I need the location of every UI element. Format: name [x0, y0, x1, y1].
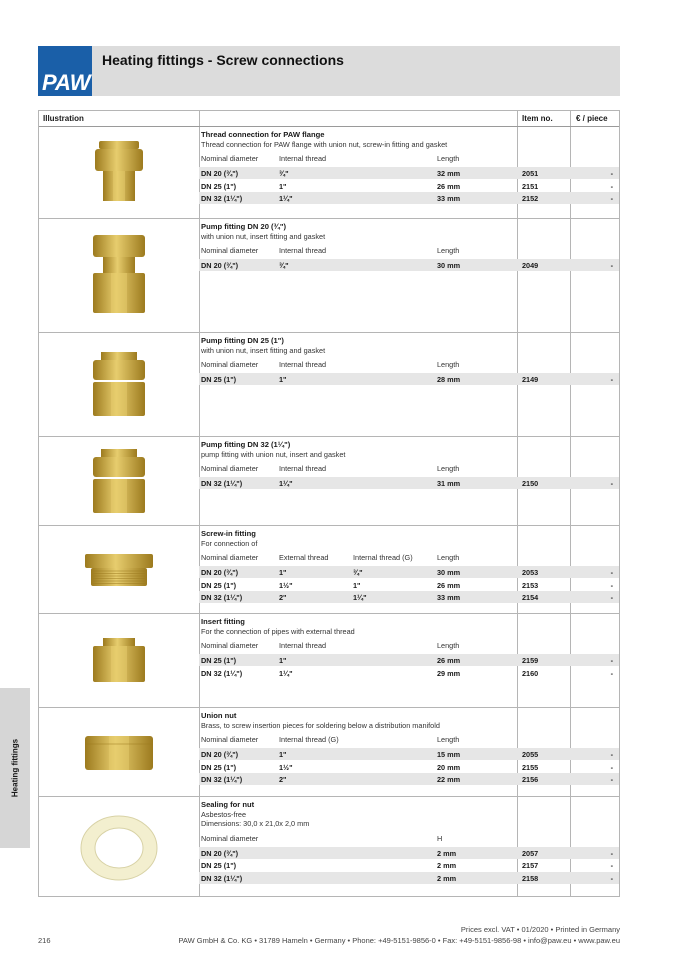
section-title: Pump fitting DN 32 (1¼"): [201, 440, 291, 449]
cell-internal-thread: 1": [353, 580, 361, 590]
spec-header: [199, 833, 517, 845]
section-title: Thread connection for PAW flange: [201, 130, 325, 139]
table-row: [199, 847, 619, 859]
cell-nominal-diameter: DN 32 (1¼"): [201, 775, 243, 784]
table-row: [199, 667, 619, 679]
cell-internal-thread: 1¼": [353, 593, 367, 602]
cell-nominal-diameter: DN 32 (1¼"): [201, 668, 243, 678]
footer-prices-note: Prices excl. VAT • 01/2020 • Printed in Germany: [460, 925, 620, 934]
spec-header-cell: Internal thread (G): [353, 553, 413, 562]
cell-thread: 2": [279, 593, 287, 602]
page-number: 216: [38, 936, 51, 945]
cell-thread: 1½": [279, 762, 293, 772]
table-row: [199, 192, 619, 204]
spec-header-cell: Nominal diameter: [201, 154, 259, 163]
cell-length: 20 mm: [437, 762, 461, 772]
page-header: [38, 46, 620, 96]
section-description: with union nut, insert fitting and gasket: [201, 345, 326, 355]
cell-item-no: 2051: [522, 169, 539, 178]
cell-price: -: [610, 848, 613, 858]
col-price: € / piece: [576, 114, 608, 123]
cell-item-no: 2157: [522, 861, 539, 870]
cell-nominal-diameter: DN 20 (¾"): [201, 568, 239, 577]
cell-thread: 1": [279, 181, 287, 191]
cell-nominal-diameter: DN 25 (1"): [201, 762, 237, 772]
section-description: Brass, to screw insertion pieces for soldering below a distribution manifold: [201, 720, 440, 730]
cell-price: -: [610, 261, 613, 270]
cell-item-no: 2154: [522, 593, 539, 602]
section-title: Union nut: [201, 711, 237, 720]
spec-header-cell: Internal thread: [279, 360, 327, 369]
section-title: Sealing for nut: [201, 800, 255, 809]
spec-header-cell: Nominal diameter: [201, 553, 259, 562]
cell-item-no: 2155: [522, 762, 539, 772]
cell-item-no: 2057: [522, 848, 539, 858]
section-description: Thread connection for PAW flange with union nut, screw-in fitting and gasket: [201, 139, 448, 149]
cell-nominal-diameter: DN 20 (¾"): [201, 169, 239, 178]
cell-price: -: [610, 750, 613, 759]
cell-price: -: [610, 194, 613, 203]
cell-length: 31 mm: [437, 479, 461, 488]
cell-length: 2 mm: [437, 848, 457, 858]
spec-header-cell: H: [437, 833, 443, 843]
cell-price: -: [610, 375, 613, 384]
section-description: with union nut, insert fitting and gasket: [201, 231, 326, 241]
product-illustration: [39, 797, 199, 898]
cell-thread: 1½": [279, 580, 293, 590]
section-description: For the connection of pipes with external thread: [201, 626, 355, 636]
table-row: [199, 872, 619, 884]
spec-header-cell: Length: [437, 464, 460, 473]
spec-header-cell: Nominal diameter: [201, 735, 259, 744]
spec-header-cell: Length: [437, 154, 460, 163]
spec-header-cell: Length: [437, 246, 460, 255]
spec-header-cell: Nominal diameter: [201, 641, 259, 650]
cell-nominal-diameter: DN 20 (¾"): [201, 750, 239, 759]
spec-header: [199, 359, 517, 371]
product-illustration: [39, 333, 199, 436]
spec-header: [199, 552, 517, 564]
product-section: [39, 708, 619, 797]
cell-thread: 1¼": [279, 668, 293, 678]
cell-price: -: [610, 873, 613, 883]
cell-internal-thread: ¾": [353, 568, 363, 577]
product-section: [39, 797, 619, 898]
cell-nominal-diameter: DN 32 (1¼"): [201, 873, 243, 883]
cell-length: 22 mm: [437, 775, 461, 784]
product-illustration: [39, 219, 199, 332]
footer-company: PAW GmbH & Co. KG • 31789 Hameln • Germany • Phone: +49-5151-9856-0 • Fax: +49-5151-9856-98 • info@paw.eu • www.paw.eu: [178, 936, 620, 945]
spec-header-cell: Internal thread: [279, 154, 327, 163]
cell-item-no: 2053: [522, 568, 539, 577]
product-section: [39, 526, 619, 614]
cell-item-no: 2152: [522, 194, 539, 203]
col-illustration: Illustration: [43, 114, 84, 123]
side-tab-label: Heating fittings: [10, 738, 20, 798]
product-section: [39, 437, 619, 526]
cell-price: -: [610, 762, 613, 772]
cell-length: 32 mm: [437, 169, 461, 178]
section-description: pump fitting with union nut, insert and gasket: [201, 449, 346, 459]
product-section: [39, 614, 619, 708]
cell-length: 30 mm: [437, 568, 461, 577]
col-item-no: Item no.: [522, 114, 553, 123]
cell-price: -: [610, 479, 613, 488]
cell-price: -: [610, 580, 613, 590]
spec-header-cell: Internal thread: [279, 641, 327, 650]
section-description: Asbestos-free: [201, 809, 247, 819]
product-illustration: [39, 437, 199, 525]
cell-price: -: [610, 593, 613, 602]
spec-header-cell: Length: [437, 641, 460, 650]
page-title: Heating fittings - Screw connections: [102, 52, 344, 68]
product-section: [39, 333, 619, 437]
section-description: Dimensions: 30,0 x 21,0x 2,0 mm: [201, 819, 310, 828]
cell-item-no: 2153: [522, 580, 539, 590]
spec-header-cell: Internal thread: [279, 464, 327, 473]
cell-price: -: [610, 775, 613, 784]
product-illustration: [39, 614, 199, 707]
cell-item-no: 2160: [522, 668, 539, 678]
section-description: For connection of: [201, 538, 258, 548]
cell-length: 2 mm: [437, 873, 457, 883]
section-title: Screw-in fitting: [201, 529, 256, 538]
cell-nominal-diameter: DN 25 (1"): [201, 375, 237, 384]
side-tab: [0, 688, 30, 848]
table-row: [199, 748, 619, 760]
table-row: [199, 259, 619, 271]
table-row: [199, 591, 619, 603]
table-header: [39, 111, 619, 127]
cell-item-no: 2156: [522, 775, 539, 784]
spec-header: [199, 640, 517, 652]
paw-logo: [38, 46, 92, 96]
cell-nominal-diameter: DN 25 (1"): [201, 580, 237, 590]
cell-nominal-diameter: DN 20 (¾"): [201, 848, 239, 858]
product-table: [38, 110, 620, 897]
table-row: [199, 477, 619, 489]
cell-thread: ¾": [279, 261, 289, 270]
cell-price: -: [610, 656, 613, 665]
cell-item-no: 2151: [522, 181, 539, 191]
table-row: [199, 167, 619, 179]
cell-length: 26 mm: [437, 580, 461, 590]
cell-price: -: [610, 181, 613, 191]
cell-nominal-diameter: DN 25 (1"): [201, 861, 237, 870]
table-row: [199, 859, 619, 871]
cell-item-no: 2049: [522, 261, 539, 270]
cell-item-no: 2158: [522, 873, 539, 883]
cell-length: 26 mm: [437, 656, 461, 665]
table-row: [199, 761, 619, 773]
cell-nominal-diameter: DN 25 (1"): [201, 181, 237, 191]
cell-thread: 1": [279, 656, 287, 665]
cell-nominal-diameter: DN 32 (1¼"): [201, 194, 243, 203]
section-title: Pump fitting DN 20 (¾"): [201, 222, 287, 231]
cell-thread: 1": [279, 375, 287, 384]
product-illustration: [39, 127, 199, 218]
cell-price: -: [610, 169, 613, 178]
cell-item-no: 2150: [522, 479, 539, 488]
cell-price: -: [610, 568, 613, 577]
table-row: [199, 654, 619, 666]
spec-header-cell: Nominal diameter: [201, 833, 259, 843]
cell-nominal-diameter: DN 32 (1¼"): [201, 593, 243, 602]
cell-length: 28 mm: [437, 375, 461, 384]
cell-nominal-diameter: DN 20 (¾"): [201, 261, 239, 270]
cell-thread: 1": [279, 568, 287, 577]
cell-price: -: [610, 861, 613, 870]
cell-price: -: [610, 668, 613, 678]
product-illustration: [39, 526, 199, 613]
cell-thread: 2": [279, 775, 287, 784]
spec-header: [199, 463, 517, 475]
cell-item-no: 2055: [522, 750, 539, 759]
spec-header-cell: Length: [437, 735, 460, 744]
product-section: [39, 127, 619, 219]
spec-header-cell: Nominal diameter: [201, 464, 259, 473]
table-row: [199, 773, 619, 785]
cell-length: 33 mm: [437, 194, 461, 203]
spec-header-cell: Nominal diameter: [201, 360, 259, 369]
logo-text: PAW: [42, 70, 91, 95]
cell-length: 26 mm: [437, 181, 461, 191]
cell-length: 29 mm: [437, 668, 461, 678]
product-illustration: [39, 708, 199, 796]
cell-thread: 1¼": [279, 479, 293, 488]
section-title: Pump fitting DN 25 (1"): [201, 336, 284, 345]
spec-header-cell: External thread: [279, 553, 329, 562]
table-row: [199, 373, 619, 385]
cell-item-no: 2159: [522, 656, 539, 665]
cell-length: 15 mm: [437, 750, 461, 759]
cell-thread: 1": [279, 750, 287, 759]
table-row: [199, 579, 619, 591]
spec-header-cell: Nominal diameter: [201, 246, 259, 255]
spec-header: [199, 245, 517, 257]
section-title: Insert fitting: [201, 617, 245, 626]
spec-header-cell: Internal thread (G): [279, 735, 339, 744]
cell-nominal-diameter: DN 32 (1¼"): [201, 479, 243, 488]
product-section: [39, 219, 619, 333]
table-row: [199, 566, 619, 578]
cell-thread: ¾": [279, 169, 289, 178]
cell-thread: 1¼": [279, 194, 293, 203]
spec-header-cell: Length: [437, 553, 460, 562]
cell-item-no: 2149: [522, 375, 539, 384]
spec-header-cell: Length: [437, 360, 460, 369]
cell-length: 2 mm: [437, 861, 457, 870]
spec-header: [199, 734, 517, 746]
cell-length: 33 mm: [437, 593, 461, 602]
cell-length: 30 mm: [437, 261, 461, 270]
cell-nominal-diameter: DN 25 (1"): [201, 656, 237, 665]
spec-header: [199, 153, 517, 165]
spec-header-cell: Internal thread: [279, 246, 327, 255]
table-row: [199, 180, 619, 192]
